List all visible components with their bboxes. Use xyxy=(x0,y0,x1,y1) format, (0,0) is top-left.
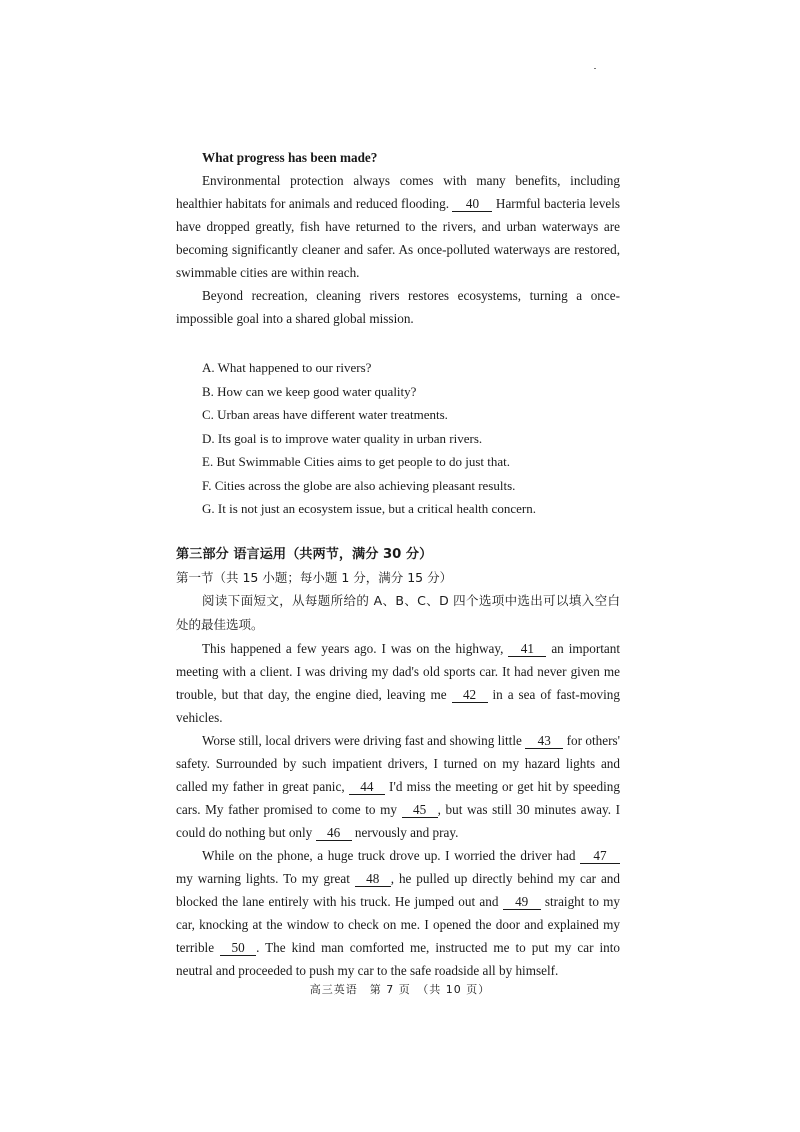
answer-blank-50: 50 xyxy=(220,940,256,956)
answer-blank-45: 45 xyxy=(402,802,438,818)
scan-speck xyxy=(594,68,596,69)
option-e: E. But Swimmable Cities aims to get people to do just that. xyxy=(202,454,511,469)
cloze-text: , he pulled up directly behind my car and blocked the lane entirely with his truck. He jumped out and xyxy=(176,870,620,909)
cloze-text: for others' safety. Surrounded by such impatient drivers, I turned on my hazard lights and called my father in great panic, xyxy=(176,732,621,794)
option-f: F. Cities across the globe are also achieving pleasant results. xyxy=(202,477,516,493)
answer-blank-43: 43 xyxy=(525,733,563,749)
answer-blank-44: 44 xyxy=(349,779,385,795)
cloze-text: This happened a few years ago. I was on the highway, xyxy=(202,640,509,656)
section-instruction: 阅读下面短文，从每题所给的 A、B、C、D 四个选项中选出可以填入空白处的最佳选项。 xyxy=(176,592,620,632)
option-b: B. How can we keep good water quality? xyxy=(202,383,417,399)
option-a: A. What happened to our rivers? xyxy=(202,360,372,375)
cloze-text: , but was still 30 minutes away. I could do nothing but only xyxy=(176,801,620,840)
answer-blank-40: 40 xyxy=(452,196,492,212)
cloze-paragraph-2 xyxy=(176,729,620,844)
option-c: C. Urban areas have different water treatments. xyxy=(202,407,448,422)
passage-heading: What progress has been made? xyxy=(202,150,378,165)
cloze-text: in a sea of fast-moving vehicles. xyxy=(176,686,620,725)
option-g: G. It is not just an ecosystem issue, but a critical health concern. xyxy=(202,501,536,516)
answer-blank-47: 47 xyxy=(580,848,620,864)
option-d: D. Its goal is to improve water quality in urban rivers. xyxy=(202,430,483,446)
section-three xyxy=(176,543,620,637)
cloze-text: an important meeting with a client. I was driving my dad's old sports car. It had never given me trouble, but that day, the engine died, leaving me xyxy=(176,640,620,702)
cloze-text: straight to my car, knocking at the window to check on me. I opened the door and explained my terrible xyxy=(176,893,621,955)
section-subtitle: 第一节（共 15 小题；每小题 1 分，满分 15 分） xyxy=(176,569,453,585)
cloze-text: nervously and pray. xyxy=(351,824,459,840)
answer-blank-49: 49 xyxy=(503,894,541,910)
cloze-text: my warning lights. To my great xyxy=(176,870,355,886)
page-footer: 高三英语 第 7 页 （共 10 页） xyxy=(309,983,491,996)
cloze-paragraph-3 xyxy=(176,844,620,982)
answer-blank-48: 48 xyxy=(355,871,391,887)
answer-blank-41: 41 xyxy=(508,641,546,657)
passage-text: Harmful bacteria levels have dropped greatly, fish have returned to the rivers, and urban waterways are becoming significantly cleaner and safer. As once-polluted waterways are restored, swimmable cities are within reach. xyxy=(176,196,620,280)
answer-blank-46: 46 xyxy=(316,825,352,841)
options-list xyxy=(176,356,620,521)
cloze-text: I'd miss the meeting or get hit by speeding cars. My father promised to come to my xyxy=(176,778,620,817)
passage-text: Environmental protection always comes with many benefits, including healthier habitats for animals and reduced flooding. xyxy=(176,173,620,211)
cloze-text: While on the phone, a huge truck drove up. I worried the driver had xyxy=(202,847,580,863)
page-content xyxy=(176,146,620,982)
passage-paragraph-2: Beyond recreation, cleaning rivers restores ecosystems, turning a once-impossible goal into a shared global mission. xyxy=(176,288,620,326)
section-title: 第三部分 语言运用（共两节，满分 30 分） xyxy=(176,546,433,562)
answer-blank-42: 42 xyxy=(452,687,488,703)
cloze-text: . The kind man comforted me, instructed me to put my car into neutral and proceeded to push my car to the safe roadside all by himself. xyxy=(176,939,621,978)
cloze-text: Worse still, local drivers were driving fast and showing little xyxy=(202,732,526,748)
passage-paragraph-1 xyxy=(176,169,620,284)
cloze-paragraph-1 xyxy=(176,637,620,729)
